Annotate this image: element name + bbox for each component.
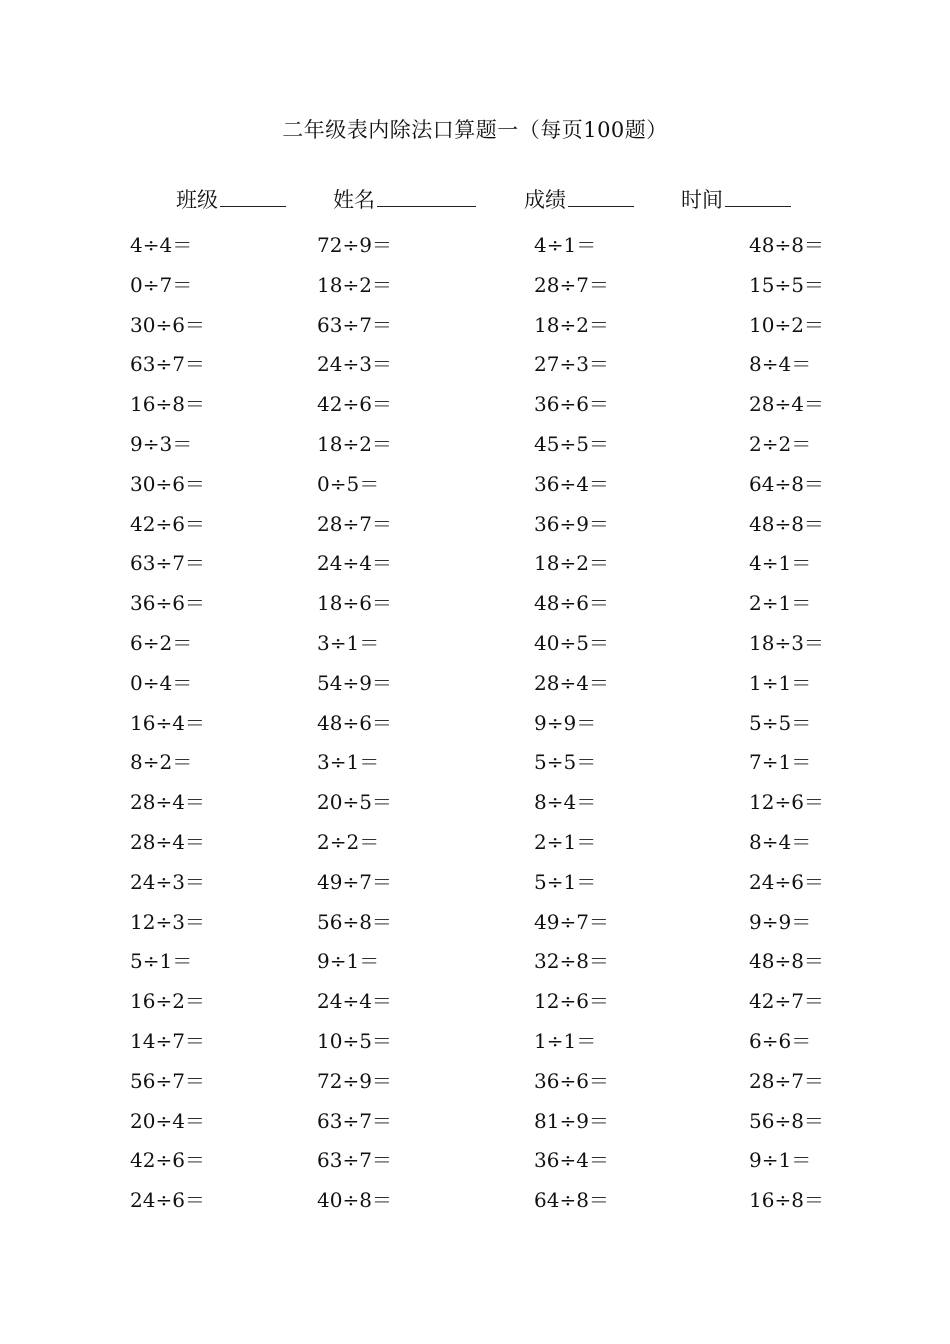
problem-row <box>0 624 950 664</box>
division-problem: 16÷2＝ <box>130 989 205 1014</box>
division-problem: 9÷3＝ <box>130 431 193 456</box>
problem-row <box>0 982 950 1022</box>
division-problem: 4÷1＝ <box>534 233 597 257</box>
division-problem: 9÷9＝ <box>749 909 812 934</box>
problem-row <box>0 1062 950 1102</box>
division-problem: 42÷7＝ <box>749 989 824 1014</box>
division-problem: 10÷5＝ <box>317 1028 392 1053</box>
problem-grid <box>0 226 950 1221</box>
division-problem: 40÷8＝ <box>317 1188 392 1213</box>
division-problem: 48÷8＝ <box>749 511 824 536</box>
division-problem: 9÷1＝ <box>749 1148 812 1173</box>
time-label: 时间 <box>681 188 723 212</box>
time-blank-line[interactable] <box>725 184 791 207</box>
division-problem: 36÷9＝ <box>534 511 609 536</box>
problem-row <box>0 1141 950 1181</box>
division-problem: 6÷6＝ <box>749 1028 812 1053</box>
problem-row <box>0 385 950 425</box>
division-problem: 30÷6＝ <box>130 312 205 337</box>
division-problem: 36÷4＝ <box>534 471 609 496</box>
division-problem: 10÷2＝ <box>749 312 824 337</box>
division-problem: 0÷5＝ <box>317 471 380 496</box>
division-problem: 5÷5＝ <box>534 750 597 775</box>
score-blank-line[interactable] <box>568 184 634 207</box>
name-blank-line[interactable] <box>377 184 476 207</box>
division-problem: 3÷1＝ <box>317 630 380 655</box>
division-problem: 28÷7＝ <box>317 511 392 536</box>
division-problem: 0÷4＝ <box>130 670 193 695</box>
division-problem: 8÷4＝ <box>749 352 812 377</box>
division-problem: 2÷1＝ <box>749 591 812 616</box>
problem-row <box>0 664 950 704</box>
class-field[interactable] <box>176 184 286 214</box>
division-problem: 2÷1＝ <box>534 829 597 854</box>
problem-row <box>0 942 950 982</box>
division-problem: 15÷5＝ <box>749 272 824 297</box>
division-problem: 7÷1＝ <box>749 750 812 775</box>
division-problem: 56÷8＝ <box>749 1108 824 1133</box>
problem-row <box>0 505 950 545</box>
division-problem: 63÷7＝ <box>130 352 205 377</box>
problem-row <box>0 783 950 823</box>
division-problem: 42÷6＝ <box>317 392 392 417</box>
class-label: 班级 <box>176 188 218 212</box>
division-problem: 5÷1＝ <box>130 949 193 974</box>
division-problem: 5÷5＝ <box>749 710 812 735</box>
division-problem: 48÷8＝ <box>749 233 824 257</box>
division-problem: 63÷7＝ <box>130 551 205 576</box>
class-blank-line[interactable] <box>220 184 286 207</box>
division-problem: 28÷7＝ <box>534 272 609 297</box>
division-problem: 12÷3＝ <box>130 909 205 934</box>
division-problem: 5÷1＝ <box>534 869 597 894</box>
division-problem: 20÷5＝ <box>317 790 392 815</box>
division-problem: 8÷2＝ <box>130 750 193 775</box>
division-problem: 49÷7＝ <box>317 869 392 894</box>
division-problem: 18÷2＝ <box>534 551 609 576</box>
division-problem: 48÷6＝ <box>534 591 609 616</box>
division-problem: 54÷9＝ <box>317 670 392 695</box>
division-problem: 81÷9＝ <box>534 1108 609 1133</box>
division-problem: 64÷8＝ <box>749 471 824 496</box>
problem-row <box>0 266 950 306</box>
division-problem: 36÷6＝ <box>130 591 205 616</box>
division-problem: 63÷7＝ <box>317 312 392 337</box>
division-problem: 18÷2＝ <box>534 312 609 337</box>
division-problem: 1÷1＝ <box>534 1028 597 1053</box>
division-problem: 28÷7＝ <box>749 1068 824 1093</box>
problem-row <box>0 544 950 584</box>
division-problem: 2÷2＝ <box>749 431 812 456</box>
division-problem: 48÷8＝ <box>749 949 824 974</box>
score-label: 成绩 <box>524 188 566 212</box>
problem-row <box>0 1181 950 1221</box>
division-problem: 12÷6＝ <box>749 790 824 815</box>
division-problem: 24÷4＝ <box>317 551 392 576</box>
division-problem: 56÷7＝ <box>130 1068 205 1093</box>
division-problem: 45÷5＝ <box>534 431 609 456</box>
division-problem: 18÷2＝ <box>317 431 392 456</box>
division-problem: 28÷4＝ <box>534 670 609 695</box>
problem-row <box>0 743 950 783</box>
division-problem: 4÷4＝ <box>130 233 193 257</box>
division-problem: 3÷1＝ <box>317 750 380 775</box>
division-problem: 16÷8＝ <box>749 1188 824 1213</box>
division-problem: 16÷4＝ <box>130 710 205 735</box>
name-field[interactable] <box>333 184 476 214</box>
problem-row <box>0 1022 950 1062</box>
division-problem: 32÷8＝ <box>534 949 609 974</box>
division-problem: 9÷9＝ <box>534 710 597 735</box>
division-problem: 24÷6＝ <box>749 869 824 894</box>
division-problem: 27÷3＝ <box>534 352 609 377</box>
division-problem: 64÷8＝ <box>534 1188 609 1213</box>
division-problem: 24÷3＝ <box>130 869 205 894</box>
division-problem: 1÷1＝ <box>749 670 812 695</box>
division-problem: 28÷4＝ <box>749 392 824 417</box>
division-problem: 24÷6＝ <box>130 1188 205 1213</box>
division-problem: 42÷6＝ <box>130 511 205 536</box>
problem-row <box>0 226 950 266</box>
division-problem: 16÷8＝ <box>130 392 205 417</box>
division-problem: 20÷4＝ <box>130 1108 205 1133</box>
division-problem: 4÷1＝ <box>749 551 812 576</box>
problem-row <box>0 425 950 465</box>
division-problem: 36÷6＝ <box>534 1068 609 1093</box>
division-problem: 49÷7＝ <box>534 909 609 934</box>
division-problem: 36÷4＝ <box>534 1148 609 1173</box>
division-problem: 24÷4＝ <box>317 989 392 1014</box>
division-problem: 18÷6＝ <box>317 591 392 616</box>
problem-row <box>0 584 950 624</box>
page-title: 二年级表内除法口算题一（每页100题） <box>282 118 668 142</box>
division-problem: 30÷6＝ <box>130 471 205 496</box>
division-problem: 63÷7＝ <box>317 1148 392 1173</box>
division-problem: 2÷2＝ <box>317 829 380 854</box>
division-problem: 14÷7＝ <box>130 1028 205 1053</box>
division-problem: 28÷4＝ <box>130 790 205 815</box>
division-problem: 40÷5＝ <box>534 630 609 655</box>
division-problem: 6÷2＝ <box>130 630 193 655</box>
division-problem: 72÷9＝ <box>317 233 392 257</box>
problem-row <box>0 465 950 505</box>
division-problem: 8÷4＝ <box>534 790 597 815</box>
division-problem: 12÷6＝ <box>534 989 609 1014</box>
time-field[interactable] <box>681 184 791 214</box>
division-problem: 48÷6＝ <box>317 710 392 735</box>
division-problem: 0÷7＝ <box>130 272 193 297</box>
division-problem: 18÷3＝ <box>749 630 824 655</box>
division-problem: 72÷9＝ <box>317 1068 392 1093</box>
student-info-row <box>0 184 950 214</box>
division-problem: 42÷6＝ <box>130 1148 205 1173</box>
problem-row <box>0 345 950 385</box>
problem-row <box>0 704 950 744</box>
division-problem: 8÷4＝ <box>749 829 812 854</box>
problem-row <box>0 903 950 943</box>
problem-row <box>0 823 950 863</box>
problem-row <box>0 1102 950 1142</box>
division-problem: 24÷3＝ <box>317 352 392 377</box>
division-problem: 63÷7＝ <box>317 1108 392 1133</box>
problem-row <box>0 306 950 346</box>
division-problem: 18÷2＝ <box>317 272 392 297</box>
division-problem: 28÷4＝ <box>130 829 205 854</box>
division-problem: 9÷1＝ <box>317 949 380 974</box>
name-label: 姓名 <box>333 188 375 212</box>
problem-row <box>0 863 950 903</box>
score-field[interactable] <box>524 184 634 214</box>
division-problem: 36÷6＝ <box>534 392 609 417</box>
division-problem: 56÷8＝ <box>317 909 392 934</box>
